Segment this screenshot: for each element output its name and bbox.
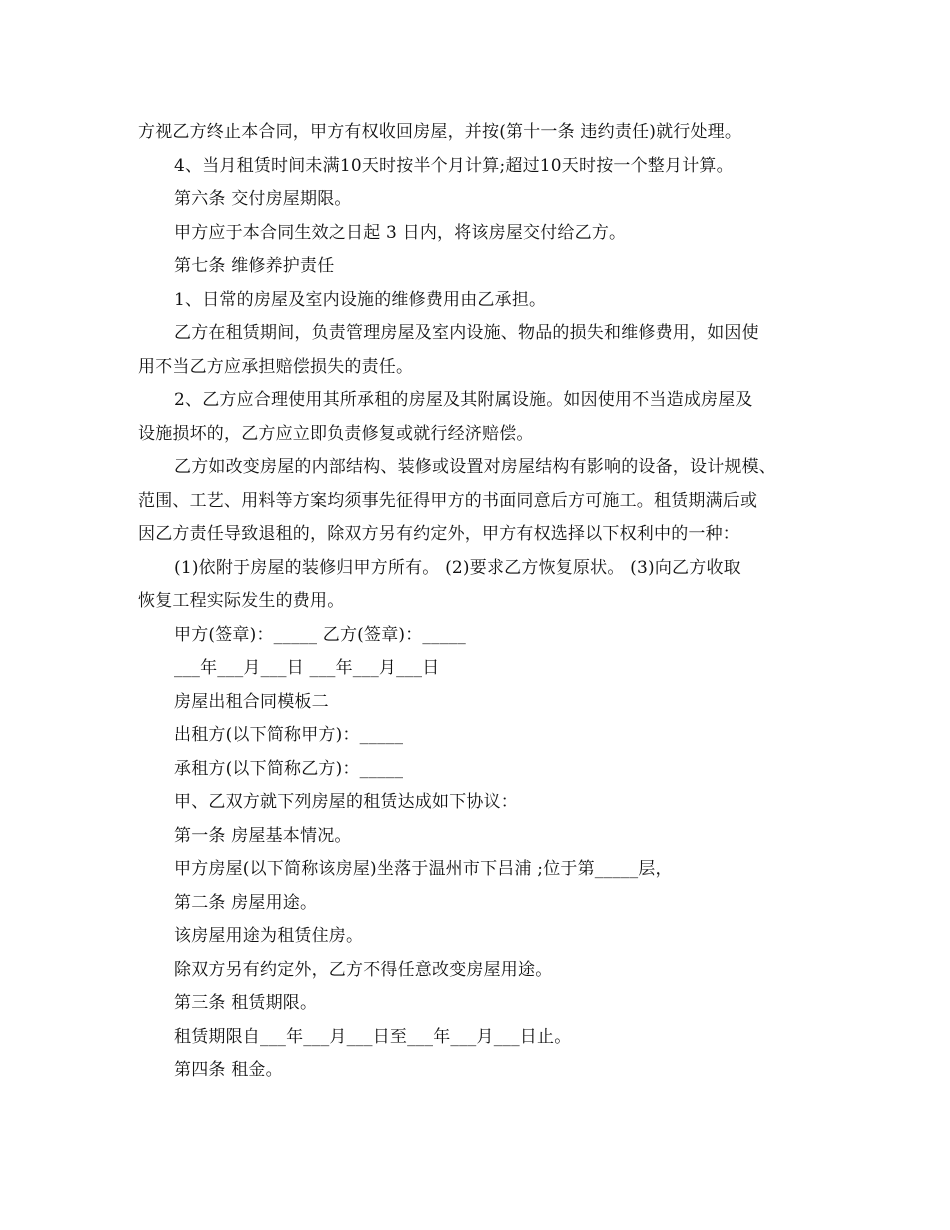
section-heading: 第三条 租赁期限。	[174, 993, 318, 1013]
document-body	[138, 116, 818, 1088]
text-line: 租赁期限自___年___月___日至___年___月___日止。	[174, 1026, 572, 1047]
signature-line: 甲方(签章)：_____ 乙方(签章)：_____	[174, 624, 466, 645]
text-line: 甲方房屋(以下简称该房屋)坐落于温州市下吕浦 ;位于第_____层，	[174, 859, 673, 879]
text-line: 用不当乙方应承担赔偿损失的责任。	[138, 356, 414, 377]
text-line: 范围、工艺、用料等方案均须事先征得甲方的书面同意后方可施工。租赁期满后或	[138, 490, 758, 511]
text-line: 恢复工程实际发生的费用。	[138, 591, 345, 611]
text-line: 1、日常的房屋及室内设施的维修费用由乙承担。	[174, 289, 547, 310]
document-subtitle: 房屋出租合同模板二	[174, 691, 329, 712]
text-line: 乙方在租赁期间，负责管理房屋及室内设施、物品的损失和维修费用，如因使	[174, 323, 759, 343]
text-line: 甲、乙双方就下列房屋的租赁达成如下协议：	[174, 792, 518, 812]
text-line: 设施损坏的，乙方应立即负责修复或就行经济赔偿。	[138, 423, 534, 444]
text-line: 甲方应于本合同生效之日起 3 日内，将该房屋交付给乙方。	[174, 222, 627, 243]
section-heading: 第一条 房屋基本情况。	[174, 825, 352, 846]
text-line: 除双方另有约定外，乙方不得任意改变房屋用途。	[174, 959, 553, 980]
section-heading: 第六条 交付房屋期限。	[174, 189, 352, 209]
date-line: ___年___月___日 ___年___月___日	[174, 658, 440, 678]
text-line: 乙方如改变房屋的内部结构、装修或设置对房屋结构有影响的设备，设计规模、	[174, 457, 776, 477]
text-line: 4、当月租赁时间未满10天时按半个月计算;超过10天时按一个整月计算。	[174, 155, 734, 176]
section-heading: 第四条 租金。	[174, 1060, 283, 1080]
party-line: 出租方(以下简称甲方)：_____	[174, 725, 404, 745]
text-line: (1)依附于房屋的装修归甲方所有。 (2)要求乙方恢复原状。 (3)向乙方收取	[174, 557, 741, 578]
text-line: 因乙方责任导致退租的，除双方另有约定外，甲方有权选择以下权利中的一种：	[138, 524, 740, 544]
party-line: 承租方(以下简称乙方)：_____	[174, 758, 404, 779]
section-heading: 第七条 维修养护责任	[174, 256, 335, 276]
text-line: 方视乙方终止本合同，甲方有权收回房屋，并按(第十一条 违约责任)就行处理。	[138, 122, 743, 142]
text-line: 2、乙方应合理使用其所承租的房屋及其附属设施。如因使用不当造成房屋及	[174, 390, 753, 410]
text-line: 该房屋用途为租赁住房。	[174, 926, 364, 946]
section-heading: 第二条 房屋用途。	[174, 892, 318, 913]
